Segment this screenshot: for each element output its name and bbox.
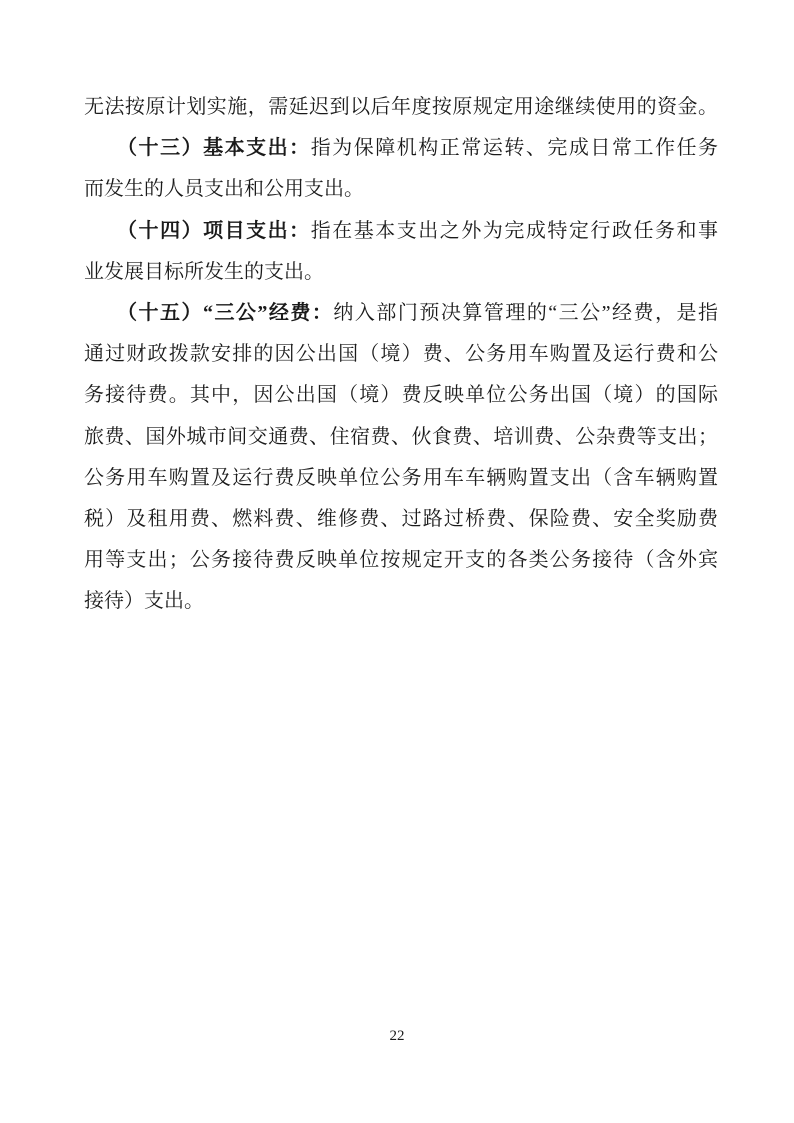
body-text: 指为保障机构正常运转、完成日常工作任务 bbox=[310, 137, 719, 160]
term-label: （十三）基本支出： bbox=[84, 137, 311, 160]
body-text: 指在基本支出之外为完成特定行政任务和事 bbox=[310, 219, 719, 242]
page-number: 22 bbox=[389, 1028, 405, 1044]
body-text: 无法按原计划实施，需延迟到以后年度按原规定用途继续使用的资金。 bbox=[84, 96, 718, 118]
text-line bbox=[84, 128, 718, 169]
paragraph bbox=[84, 211, 718, 293]
text-line bbox=[84, 252, 718, 293]
text-line bbox=[84, 87, 718, 128]
body-text: 税）及租用费、燃料费、维修费、过路过桥费、保险费、安全奖励费 bbox=[84, 507, 718, 530]
body-text: 而发生的人员支出和公用支出。 bbox=[84, 178, 364, 201]
text-line bbox=[84, 499, 718, 540]
body-text: 务接待费。其中，因公出国（境）费反映单位公务出国（境）的国际 bbox=[84, 384, 718, 407]
text-line bbox=[84, 458, 718, 499]
text-line bbox=[84, 540, 718, 581]
paragraph bbox=[84, 128, 718, 210]
text-line bbox=[84, 375, 718, 416]
body-text: 业发展目标所发生的支出。 bbox=[84, 260, 324, 283]
paragraph bbox=[84, 87, 718, 128]
text-line bbox=[84, 581, 718, 622]
body-text: 通过财政拨款安排的因公出国（境）费、公务用车购置及运行费和公 bbox=[84, 343, 718, 366]
body-text: 旅费、国外城市间交通费、住宿费、伙食费、培训费、公杂费等支出； bbox=[84, 425, 718, 448]
text-line bbox=[84, 169, 718, 210]
document-body bbox=[84, 87, 718, 622]
body-text: 接待）支出。 bbox=[84, 590, 204, 613]
body-text: 纳入部门预决算管理的“三公”经费，是指 bbox=[333, 301, 718, 324]
text-line bbox=[84, 417, 718, 458]
text-line bbox=[84, 334, 718, 375]
text-line bbox=[84, 211, 718, 252]
body-text: 公务用车购置及运行费反映单位公务用车车辆购置支出（含车辆购置 bbox=[84, 466, 718, 489]
paragraph bbox=[84, 293, 718, 623]
term-label: （十五）“三公”经费： bbox=[84, 301, 334, 324]
term-label: （十四）项目支出： bbox=[84, 219, 311, 242]
text-line bbox=[84, 293, 718, 334]
body-text: 用等支出；公务接待费反映单位按规定开支的各类公务接待（含外宾 bbox=[84, 549, 718, 572]
